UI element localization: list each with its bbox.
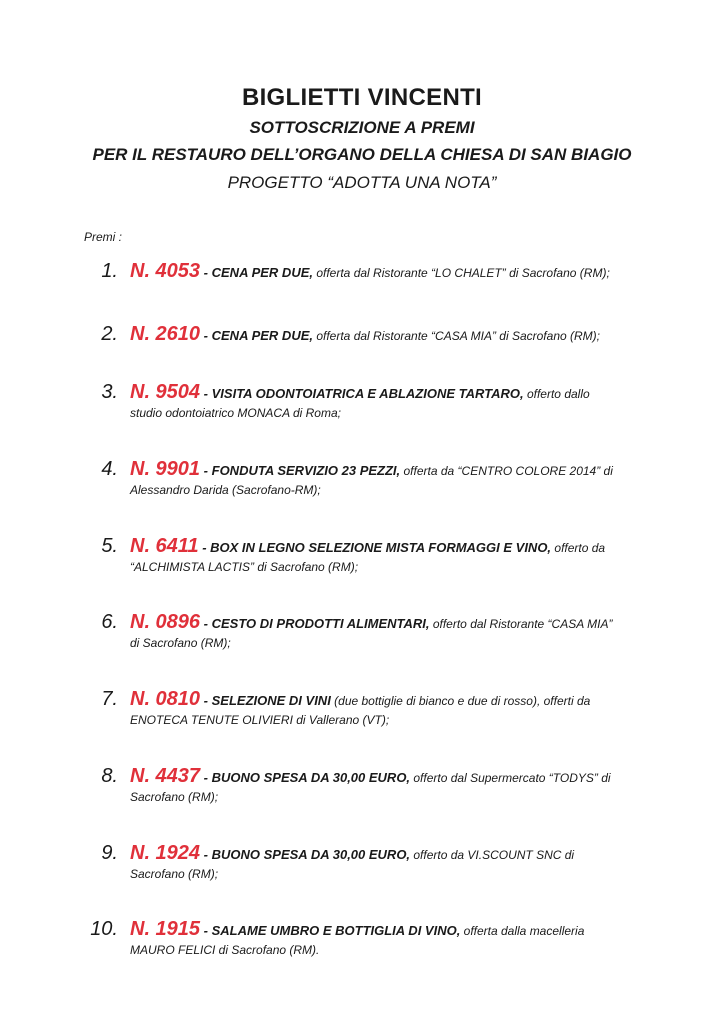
prize-item-1 — [0, 260, 724, 286]
prize-donor: offerto dal Supermercato “TODYS” di — [410, 771, 611, 785]
prize-donor: offerta dalla macelleria — [460, 924, 585, 938]
subtitle-restauro: PER IL RESTAURO DELL’ORGANO DELLA CHIESA DI SAN BIAGIO — [92, 145, 632, 164]
prize-name: BUONO SPESA DA 30,00 EURO, — [211, 770, 411, 785]
prize-number: 7. — [101, 688, 118, 710]
prize-donor: offerto da — [551, 541, 606, 555]
prize-donor-continued: Sacrofano (RM); — [130, 790, 219, 804]
separator: - — [200, 386, 212, 401]
prize-name: VISITA ODONTOIATRICA E ABLAZIONE TARTARO, — [211, 386, 524, 401]
prize-number: 2. — [101, 323, 118, 345]
document-title: BIGLIETTI VINCENTI — [241, 84, 483, 111]
prize-item-2 — [0, 323, 724, 349]
prize-donor: offerto dal Ristorante “CASA MIA” — [429, 617, 613, 631]
separator: - — [200, 923, 212, 938]
prize-item-4 — [0, 458, 724, 497]
prize-donor-continued: ENOTECA TENUTE OLIVIERI di Vallerano (VT); — [130, 713, 390, 727]
prize-donor-continued: MAURO FELICI di Sacrofano (RM). — [130, 943, 320, 957]
separator: - — [198, 540, 211, 555]
prize-name: BUONO SPESA DA 30,00 EURO, — [211, 847, 411, 862]
prize-number: 6. — [101, 611, 118, 633]
ticket-number: N. 4053 — [130, 260, 201, 282]
prize-name: FONDUTA SERVIZIO 23 PEZZI, — [211, 463, 401, 478]
ticket-number: N. 9504 — [130, 381, 201, 403]
ticket-number: N. 0810 — [130, 688, 201, 710]
prize-item-9 — [0, 842, 724, 881]
prize-number: 8. — [101, 765, 118, 787]
prize-name: SALAME UMBRO E BOTTIGLIA DI VINO, — [211, 923, 461, 938]
prize-donor: offerta da “CENTRO COLORE 2014” di — [400, 464, 613, 478]
prize-number: 4. — [101, 458, 118, 480]
prize-donor: offerta dal Ristorante “LO CHALET” di Sacrofano (RM); — [313, 266, 610, 280]
subtitle-sottoscrizione: SOTTOSCRIZIONE A PREMI — [249, 118, 475, 137]
prize-donor-continued: Alessandro Darida (Sacrofano-RM); — [130, 483, 321, 497]
prize-item-8 — [0, 765, 724, 804]
prize-donor-continued: “ALCHIMISTA LACTIS” di Sacrofano (RM); — [130, 560, 359, 574]
prize-number: 9. — [101, 842, 118, 864]
separator: - — [200, 693, 212, 708]
ticket-number: N. 2610 — [130, 323, 201, 345]
separator: - — [200, 265, 212, 280]
prize-item-3 — [0, 381, 724, 420]
prize-donor: offerto dallo — [523, 387, 590, 401]
ticket-number: N. 6411 — [130, 535, 199, 557]
separator: - — [200, 616, 212, 631]
separator: - — [200, 847, 212, 862]
prize-donor: offerto da VI.SCOUNT SNC di — [410, 848, 575, 862]
prize-number: 3. — [101, 381, 118, 403]
prize-donor: , offerti da — [536, 694, 591, 708]
prize-name: CESTO DI PRODOTTI ALIMENTARI, — [211, 616, 430, 631]
prize-item-5 — [0, 535, 724, 574]
separator: - — [200, 770, 212, 785]
prize-donor: offerta dal Ristorante “CASA MIA” di Sacrofano (RM); — [313, 329, 600, 343]
prize-donor-continued: Sacrofano (RM); — [130, 867, 219, 881]
separator: - — [200, 328, 212, 343]
ticket-number: N. 9901 — [130, 458, 201, 480]
prize-number: 5. — [101, 535, 118, 557]
separator: - — [200, 463, 212, 478]
prize-number: 1. — [101, 260, 118, 282]
ticket-number: N. 1915 — [130, 918, 201, 940]
premi-label: Premi : — [84, 230, 123, 244]
ticket-number: N. 1924 — [130, 842, 201, 864]
subtitle-progetto: PROGETTO “ADOTTA UNA NOTA” — [227, 173, 497, 192]
prize-extra: (due bottiglie di bianco e due di rosso) — [330, 694, 537, 708]
prize-name: BOX IN LEGNO SELEZIONE MISTA FORMAGGI E VINO, — [210, 540, 552, 555]
ticket-number: N. 4437 — [130, 765, 201, 787]
prize-item-6 — [0, 611, 724, 650]
ticket-number: N. 0896 — [130, 611, 201, 633]
prize-number: 10. — [90, 918, 118, 940]
prize-donor-continued: di Sacrofano (RM); — [130, 636, 231, 650]
prize-donor-continued: studio odontoiatrico MONACA di Roma; — [130, 406, 341, 420]
prize-name: CENA PER DUE, — [211, 328, 313, 343]
prize-item-10 — [0, 918, 724, 957]
prize-name: SELEZIONE DI VINI — [211, 693, 331, 708]
prize-item-7 — [0, 688, 724, 727]
prize-name: CENA PER DUE, — [211, 265, 313, 280]
